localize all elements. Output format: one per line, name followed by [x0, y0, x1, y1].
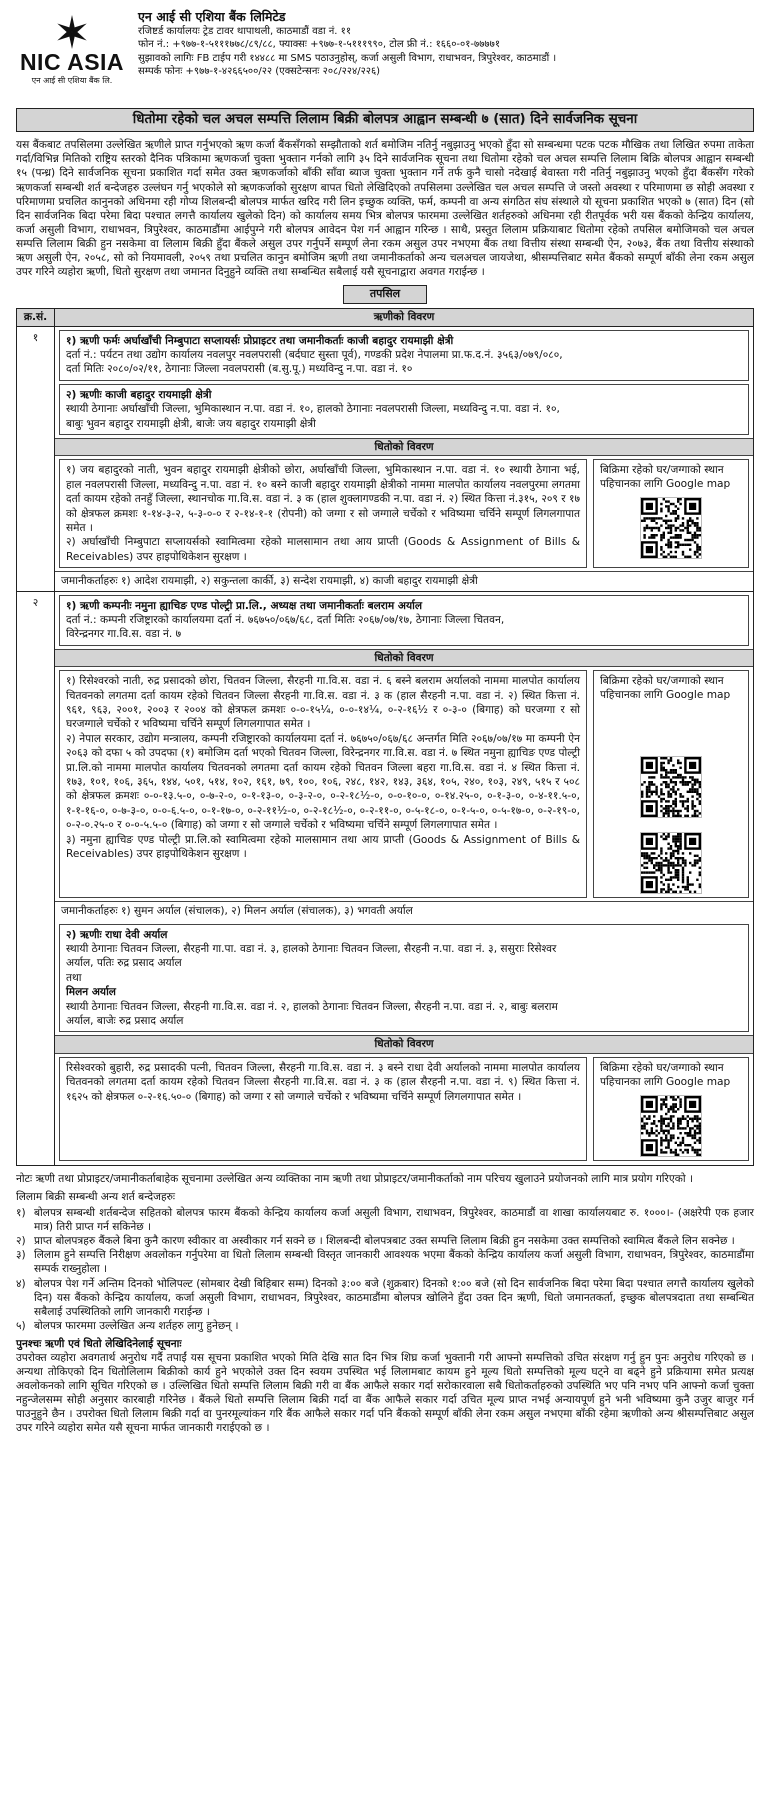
qr-code-icon[interactable] — [640, 832, 702, 894]
borrower-line: अर्याल, बाजेः रुद्र प्रसाद अर्याल — [66, 1015, 184, 1028]
details-heading — [16, 285, 754, 304]
map-note: बिक्रिमा रहेको घर/जग्गाको स्थान पहिचानका लागि Google map — [600, 464, 731, 491]
row-sn: १ — [17, 326, 55, 591]
terms-list — [16, 1206, 754, 1333]
term-text: लिलाम हुने सम्पत्ति निरीक्षण अवलोकन गर्नुपरेमा वा धितो लिलाम सम्बन्धी विस्तृत जानकारी आवश्यक भएमा बैंकको केन्द्रिय कार्यालय कर्जा असुली विभाग, राधाभवन, त्रिपुरेश्वर, काठमाडौंमा सम्पर्क राख्नुहोला । — [34, 1249, 754, 1276]
borrower-box — [59, 384, 749, 435]
terms-heading: लिलाम बिक्री सम्बन्धी अन्य शर्त बन्देजहरुः — [16, 1190, 176, 1203]
borrower-title: २) ऋणीः काजी बहादुर रायमाझी क्षेत्री — [66, 388, 212, 401]
map-box — [593, 459, 749, 568]
intro-paragraph: यस बैंकबाट तपसिलमा उल्लेखित ऋणीले प्राप्त गर्नुभएको ऋण कर्जा बैंकसँगको सम्झौताको शर्त बमोजिम नतिर्नु नबुझाउनु भएको हुँदा सो सम्बन्धमा पटक पटक मौखिक तथा लिखित रुपमा ताकेता गर्दा/विभिन्न मितिको राष्ट्रिय स्तरको दैनिक पत्रिकामा ऋणकर्जा चुक्ता भुक्तान गर्नको लागि ३५ दिने सार्वजनिक सूचना तथा धितोमा रहेको चल अचल सम्पत्ति लिलाम बिक्रि बोलपत्र आह्वान सम्बन्धी १५ (पन्ध्र) दिने सार्वजनिक सूचना प्रकाशित गर्दा समेत उक्त ऋणकर्जाको बाँकी साँवा ब्याज चुक्ता भुक्तान गर्ने तर्फ कुनै चासो नदेखाई बेवास्ता गरी नतिर्नु नबुझाउनु भएको हुँदा बैंकसँग गरेको ऋणकर्जा सम्बन्धी शर्त बन्देजहरु उल्लंघन गर्नु भएकोले सो ऋणकर्जाको सुरक्षण बापत धितो लेखिदिएको तपसिलमा उल्लेखित चल अचल सम्पत्ति जे जस्तो अवस्था र परिमाणमा छ सोही अवस्था र परिमाणमा प्रचलित कानुनको अधिनमा रही गोप्य शिलबन्दी बोलपत्र मार्फत खरिद गरी लिन इच्छुक व्यक्ति, फर्म, कम्पनी वा अन्य संगठित संघ संस्थाले यो सूचना प्रकाशित भएको ७ (सात) दिन (सो दिन सार्वजनिक बिदा परेमा बिदा पश्चात लगत्तै कार्यालय खुलेको दिन) को कार्यालय समय भित्र बोलपत्र फारममा उल्लेखित शर्तहरुको अधिनमा रही रीतपूर्वक भरी यस बैंकको केन्द्रिय कार्यालय, कर्जा असुली विभाग, राधाभवन, त्रिपुरेश्वर, काठमाडौंमा आईपुग्ने गरी बोलपत्र आवेदन पेश गर्न आह्वान गरिन्छ । साथै, प्रस्तुत लिलाम प्रक्रियाबाट धितोमा रहेको तपसिल बमोजिमको चल अचल सम्पत्ति लिलाम बिक्री हुन नसकेमा वा लिलाम बिक्री हुँदा बैंकले असुल उपर गर्नुपर्ने सम्पूर्ण लेना रकम असुल उपर नभएमा बैंक तथा वित्तीय संस्था सम्बन्धी ऐन, २०७३, बैंक तथा वित्तीय संस्थाको ऋण असुली ऐन, २०५८, सो को नियमावली, २०५९ तथा प्रचलित कानुन बमोजिम ऋणी तथा जमानीकर्ताको अन्य चलअचल जायजेथा, श्रीसम्पत्तिबाट समेत बैंकको सम्पूर्ण बाँकी लेना रकम असुल उपर गरिने व्यहोरा ऋणी, धितो सुरक्षण तथा जमानत दिनुहुने व्यक्ति तथा सम्बन्धित सबैलाई यसै सूचनाद्वारा अवगत गराईन्छ । — [16, 139, 755, 279]
bank-contact-info — [138, 10, 556, 79]
borrower-line: स्थायी ठेगानाः चितवन जिल्ला, सैरहनी गा.वि.स. वडा नं. २, हालको ठेगानाः चितवन जिल्ला, सैरहनी न.पा. वडा नं. २, बाबुः बलराम — [66, 1000, 558, 1013]
borrower-conjunction: तथा — [66, 971, 82, 984]
bank-name: एन आई सी एशिया बैंक लिमिटेड — [138, 9, 286, 24]
map-note: बिक्रिमा रहेको घर/जग्गाको स्थान पहिचानका लागि Google map — [600, 675, 731, 702]
qr-code-icon[interactable] — [640, 1095, 702, 1157]
term-number: ४) — [16, 1277, 26, 1290]
borrower-title: मिलन अर्याल — [66, 986, 116, 999]
term-number: ३) — [16, 1249, 26, 1262]
notes-section — [16, 1172, 754, 1436]
details-table — [16, 308, 754, 1166]
list-item — [16, 1248, 754, 1276]
nic-asia-logo-icon — [52, 14, 92, 50]
row-sn: २ — [17, 591, 55, 1165]
bank-feedback-line: सुझावको लागिः FB टाईप गरी १४४८८ मा SMS पठाउनुहोस्, कर्जा असुली विभाग, राधाभवन, त्रिपुरेश्वर, काठमाडौं । — [138, 52, 557, 64]
col-debtor: ऋणीको विवरण — [55, 309, 754, 326]
bank-contact-line: सम्पर्क फोनः +९७७-१-४२६६५००/२२ (एक्सटेन्सनः २०८/२२४/२२६) — [138, 66, 381, 78]
collateral-item: ३) नमुना ह्याचिङ एण्ड पोल्ट्री प्रा.लि.को स्वामित्वमा रहेको मालसामान तथा आय प्राप्ती (Goods & Assignment of Bills & Receivables) उपर हाइपोथिकेशन सुरक्षण । — [66, 833, 580, 861]
list-item — [16, 1319, 754, 1333]
collateral-item: २) नेपाल सरकार, उद्योग मन्त्रालय, कम्पनी रजिष्ट्रारको कार्यालयमा दर्ता नं. ७६७५०/०६७/६८ अन्तर्गत मिति २०६७/०७/१७ मा कम्पनी ऐन २०६३ को दफा ५ को उपदफा (१) बमोजिम दर्ता भएको चितवन जिल्ला, विरेन्द्रनगर गा.वि.स. वडा नं. ७ स्थित नमुना ह्याचिङ एण्ड पोल्ट्री प्रा.लि.को नाममा मालपोत कार्यालय चितवनको लगतमा दर्ता कायम रहेको चितवन जिल्ला बहरा गा.वि.स. वडा नं. ४ स्थित कित्ता नं. १७३, १०१, १०६, ३६५, १४४, ५०१, ५१४, १०२, १६१, ७९, १००, १०६, २४८, १४२, १४३, ३६४, १०५, २४०, १०३, २४९, ५१५ र ५०८ को क्षेत्रफल क्रमशः ०-०-१३.५-०, ०-७-२-०, ०-१-१३-०, ०-३-२-०, ०-२-१८¹⁄₂-०, ०-०-१०-०, ०-१४.२५-०, ०-१-३-०, ०-४-११.५-०, १-१-१६-०, ०-७-३-०, ०-०-६.५-०, ०-१-१७-०, ०-२-११¹⁄₂-०, ०-२-१८¹⁄₂-०, ०-२-११-०, ०-५-१८-०, ०-१-५-०, ०-५-१७-०, ०-२-१९-०, ०-२-०.२५-० र ०-०-५.५-० (बिगाह) को जग्गा र सो जग्गाले चर्चेको र भविष्यमा चर्चिने सम्पूर्ण लिगलगापात समेत । — [66, 732, 580, 832]
final-notice-text: उपरोक्त व्यहोरा अवगतार्थ अनुरोध गर्दै तपाईं यस सूचना प्रकाशित भएको मिति देखि सात दिन भित्र शिघ्र कर्जा भुक्तानी गरी आफ्नो सम्पत्तिको उचित संरक्षण गर्नु हुन पुनः अनुरोध गरिएको छ । अन्यथा तोकिएको दिन धितोलिलाम बिक्रीको कार्य हुने भएकोले उक्त दिन स्वयम उपस्थित भई लिलामबाट कायम हुने मूल्य धितो सम्पत्तिको मूल्य घट्ने वा बढ्ने हुने प्रक्रियामा समेत प्रत्यक्ष अवलोकनको लागि सूचित गरिएको छ । उल्लिखित धितो सम्पत्ति लिलाम बिक्री गरी वा बैंक आफैले सकार गर्दा सरोकारवाला सबै धितोकर्ताहरुको उपस्थिति भए पनि नभए पनि आफ्नो कर्जा चुक्ता नहुन्जेलसम्म सोही अनुसार कारबाही गरिनेछ । बैंकले धितो सम्पत्ति लिलाम बिक्री गर्दा वा बैंक आफैले सकार गर्दा उचित मूल्य प्राप्त नभई अन्यायपूर्ण हुने भनी भविष्यमा कुनै उजुर बाजुर गर्न पाउनुहुने छैन । उपरोक्त धितो लिलाम बिक्री गर्दा वा पुनरमूल्यांकन गरि बैंक आफैले सकार गर्दा पनि बैंकको सम्पूर्ण बाँकी लेना रकम असुल नभएमा बाँकी रहेमा ऋणीको अन्य श्रीसम्पत्तिबाट असुल उपर गरिने व्यहोरा समेत यसै सूचना मार्फत जानकारी गराईएको छ । — [16, 1352, 754, 1435]
bank-header — [16, 10, 754, 106]
notice-title: धितोमा रहेको चल अचल सम्पत्ति लिलाम बिक्री बोलपत्र आह्वान सम्बन्धी ७ (सात) दिने सार्वजनिक सूचना — [16, 108, 754, 132]
logo-text: NIC ASIA — [19, 49, 125, 75]
bank-phone-line: फोन नं.: +९७७-१-५१११७७८/८९/८८, फ्याक्सः +९७७-१-५१११९९०, टोल फ्री नं.: १६६०-०१-७७७७१ — [138, 39, 501, 51]
borrower-line: दर्ता नं.: कम्पनी रजिष्ट्रारको कार्यालयमा दर्ता नं. ७६७५०/०६७/६८, दर्ता मितिः २०६७/०७/१७, ठेगानाः जिल्ला चितवन, — [66, 614, 505, 627]
bank-logo — [16, 10, 128, 87]
collateral-heading: धितोको विवरण — [55, 438, 753, 456]
borrower-line: विरेन्द्रनगर गा.वि.स. वडा नं. ७ — [66, 628, 182, 641]
borrower-line: बाबुः भुवन बहादुर रायमाझी क्षेत्री, बाजेः जय बहादुर रायमाझी क्षेत्री — [66, 417, 316, 430]
final-notice-heading: पुनश्चः ऋणी एवं धितो लेखिदिनेलाई सूचनाः — [16, 1337, 182, 1350]
map-box — [593, 670, 749, 898]
qr-code-icon[interactable] — [640, 497, 702, 559]
table-row — [17, 591, 754, 1165]
guarantors-line: जमानीकर्ताहरुः १) आदेश रायमाझी, २) सकुन्तला कार्की, ३) सन्देश रायमाझी, ४) काजी बहादुर रायमाझी क्षेत्री — [55, 571, 753, 590]
guarantors-line: जमानीकर्ताहरुः १) सुमन अर्याल (संचालक), २) मिलन अर्याल (संचालक), ३) भगवती अर्याल — [55, 901, 753, 920]
borrower-title: २) ऋणीः राधा देवी अर्याल — [66, 928, 168, 941]
borrower-box — [59, 595, 749, 646]
row-body — [55, 591, 754, 1165]
borrower-box — [59, 924, 749, 1033]
collateral-item: २) अर्घाखाँची निम्बुपाटा सप्लायर्सको स्वामित्वमा रहेको मालसामान तथा आय प्राप्ती (Goods & Assignment of Bills & Receivables) उपर हाइपोथिकेशन सुरक्षण । — [66, 536, 580, 563]
term-text: बोलपत्र फारममा उल्लेखित अन्य शर्तहरु लागु हुनेछन् । — [34, 1319, 239, 1332]
term-text: बोलपत्र पेश गर्ने अन्तिम दिनको भोलिपल्ट (सोमबार देखी बिहिबार सम्म) दिनको ३:०० बजे (शुक्रबार) दिनको १:०० बजे (सो दिन सार्वजनिक बिदा परेमा बिदा पश्चात लगत्तै कार्यालय खुलेको दिन) यस बैंकको केन्द्रिय कार्यालय, कर्जा असुली विभाग, राधाभवन, त्रिपुरेश्वर, काठमाडौंमा बोलपत्र खोलिने हुँदा उक्त दिन ऋणी, धितो जमानतकर्ता, इच्छुक बोलपत्रदाता तथा सम्बन्धित सबैलाई उपस्थितिको लागि जानकारी गराईन्छ । — [34, 1277, 754, 1318]
list-item — [16, 1277, 754, 1319]
collateral-item: रिसेश्वरको बुहारी, रुद्र प्रसादकी पत्नी, चितवन जिल्ला, सैरहनी गा.वि.स. वडा नं. ३ बस्ने राधा देवी अर्यालको नाममा मालपोत कार्यालय चितवनको लगतमा दर्ता कायम रहेको चितवन जिल्ला सैरहनी गा.वि.स. वडा नं. ३ क (हाल सैरहनी न.पा. वडा नं. ९) स्थित कित्ता नं. १६२५ को क्षेत्रफल ०-२-१६.५०-० (बिगाह) को जग्गा र सो जग्गाले चर्चेको र भविष्यमा चर्चिने सम्पूर्ण लिगलगापात समेत । — [66, 1061, 580, 1103]
list-item — [16, 1234, 754, 1248]
qr-code-icon[interactable] — [640, 756, 702, 818]
collateral-text — [59, 459, 587, 568]
collateral-heading: धितोको विवरण — [55, 1035, 753, 1053]
borrower-title: १) ऋणी फर्मः अर्घाखाँची निम्बुपाटा सप्लायर्सः प्रोप्राइटर तथा जमानीकर्ताः काजी बहादुर रायमाझी क्षेत्री — [66, 334, 454, 347]
borrower-line: दर्ता मितिः २०८०/०२/११, ठेगानाः जिल्ला नवलपरासी (ब.सु.पू.) मध्यविन्दु न.पा. वडा नं. १० — [66, 363, 413, 376]
logo-subtitle: एन आई सी एशिया बैंक लि. — [31, 76, 113, 85]
map-box — [593, 1057, 749, 1161]
borrower-line: स्थायी ठेगानाः चितवन जिल्ला, सैरहनी गा.पा. वडा नं. ३, हालको ठेगानाः चितवन जिल्ला, सैरहनी न.पा. वडा नं. ३, ससुराः रिसेश्वर — [66, 943, 557, 956]
collateral-row — [59, 1057, 749, 1161]
term-text: बोलपत्र सम्बन्धी शर्तबन्देज सहितको बोलपत्र फारम बैंकको केन्द्रिय कार्यालय कर्जा असुली विभाग, राधाभवन, त्रिपुरेश्वर, काठमाडौं वा शाखा कार्यालयबाट रु. १०००।- (अक्षरेपी एक हजार मात्र) तिरी प्राप्त गर्न सकिनेछ । — [34, 1207, 754, 1234]
table-header-row — [17, 309, 754, 326]
term-text: प्राप्त बोलपत्रहरु बैंकले बिना कुनै कारण स्वीकार वा अस्वीकार गर्न सक्ने छ । शिलबन्दी बोलपत्रबाट उक्त सम्पत्ति लिलाम बिक्री हुन नसकेमा उक्त सम्पत्तिको स्वामित्व बैंकले लिन सक्नेछ । — [34, 1235, 735, 1248]
term-number: १) — [16, 1207, 26, 1220]
borrower-box — [59, 330, 749, 381]
row-body — [55, 326, 754, 591]
list-item — [16, 1206, 754, 1234]
col-sn: क्र.सं. — [17, 309, 55, 326]
borrower-line: दर्ता नं.: पर्यटन तथा उद्योग कार्यालय नवलपुर नवलपरासी (बर्दघाट सुस्ता पूर्व), गण्डकी प्रदेश नेपालमा प्रा.फ.द.नं. ३५६३/०७९/०८०, — [66, 348, 563, 361]
collateral-row — [59, 459, 749, 568]
collateral-item: १) जय बहादुरको नाती, भुवन बहादुर रायमाझी क्षेत्रीको छोरा, अर्घाखाँची जिल्ला, भुमिकास्थान न.पा. वडा नं. १० स्थायी ठेगाना भई, हाल नवलपरासी जिल्ला, मध्यविन्दु न.पा. वडा नं. १० बस्ने काजी बहादुर रायमाझी क्षेत्रीको नाममा मालपोत कार्यालय नवलपुरमा लगतमा दर्ता कायम रहेको तनहुँ जिल्ला, स्थानचोक गा.वि.स. वडा नं. ३ क (हाल शुक्लागण्डकी न.पा. वडा नं. २) स्थित कित्ता नं.३१५, २०९ र १७ को क्षेत्रफल क्रमशः १-१४-३-२, ५-३-०-० र २-१४-१-१ (रोपनी) को जग्गा र सो जग्गाले चर्चेको र भविष्यमा चर्चिने सम्पूर्ण लिगलगापात समेत । — [66, 464, 580, 534]
collateral-heading: धितोको विवरण — [55, 649, 753, 667]
borrower-line: स्थायी ठेगानाः अर्घाखाँची जिल्ला, भुमिकास्थान न.पा. वडा नं. १०, हालको ठेगानाः नवलपरासी जिल्ला, मध्यविन्दु न.पा. वडा नं. १०, — [66, 403, 560, 416]
details-label: तपसिल — [343, 285, 427, 304]
term-number: ५) — [16, 1319, 26, 1332]
bank-address-line: रजिष्टर्ड कार्यालयः ट्रेड टावर थापाथली, काठमाडौं वडा नं. ११ — [138, 25, 352, 37]
note-text: नोटः ऋणी तथा प्रोप्राइटर/जमानीकर्ताबाहेक सूचनामा उल्लेखित अन्य व्यक्तिका नाम ऋणी तथा प्रोप्राइटर/जमानीकर्ताको नाम परिचय खुलाउने प्रयोजनको लागि मात्र प्रयोग गरिएको । — [16, 1172, 694, 1185]
borrower-title: १) ऋणी कम्पनीः नमुना ह्याचिङ एण्ड पोल्ट्री प्रा.लि., अध्यक्ष तथा जमानीकर्ताः बलराम अर्याल — [66, 599, 423, 612]
table-row — [17, 326, 754, 591]
term-number: २) — [16, 1235, 26, 1248]
collateral-item: १) रिसेश्वरको नाती, रुद्र प्रसादको छोरा, चितवन जिल्ला, सैरहनी गा.वि.स. वडा नं. ६ बस्ने बलराम अर्यालको नाममा मालपोत कार्यालय चितवनको लगतमा दर्ता कायम रहेको चितवन जिल्ला सैरहनी गा.वि.स. वडा नं. ३ क (हाल सैरहनी न.पा. वडा नं. २) स्थित कित्ता नं. ९६१, ९६३, २००१, २००३ र २००४ को क्षेत्रफल क्रमशः ०-०-१५¹⁄₄, ०-०-१४¹⁄₄, ०-२-१६¹⁄₂ र ०-३-० (बिगाह) को घरजग्गा र सो घरजग्गाले चर्चेको र भविष्यमा चर्चिने सम्पूर्ण लिगलगापात समेत । — [66, 675, 580, 731]
borrower-line: अर्याल, पतिः रुद्र प्रसाद अर्याल — [66, 957, 182, 970]
collateral-text — [59, 670, 587, 898]
collateral-row — [59, 670, 749, 898]
collateral-text — [59, 1057, 587, 1161]
map-note: बिक्रिमा रहेको घर/जग्गाको स्थान पहिचानका लागि Google map — [600, 1061, 731, 1088]
